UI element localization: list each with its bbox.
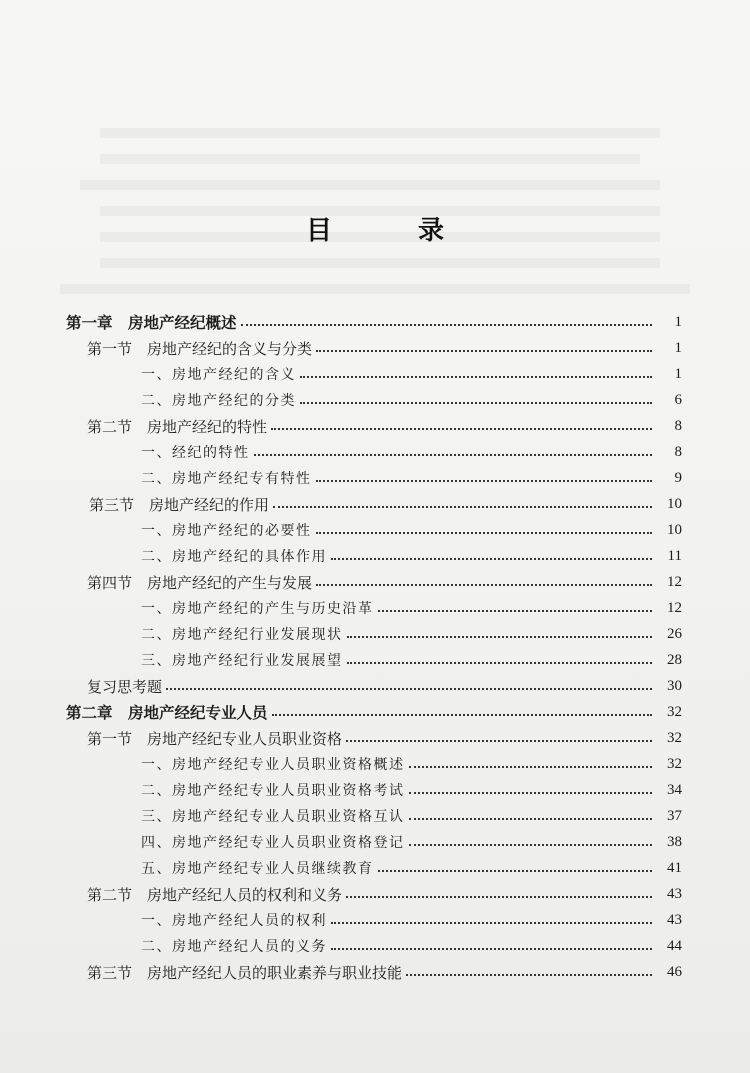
toc-entry-title: 五、房地产经纪专业人员继续教育 [141, 861, 374, 877]
dot-leader [346, 896, 652, 898]
toc-page-number: 44 [667, 937, 682, 954]
dot-leader [316, 532, 653, 534]
toc-item[interactable] [0, 621, 750, 647]
toc-section[interactable] [0, 725, 750, 751]
dot-leader [300, 402, 652, 404]
dot-leader [272, 714, 652, 716]
dot-leader [316, 480, 653, 482]
dot-leader [316, 584, 652, 586]
toc-section[interactable] [0, 491, 750, 517]
toc-item[interactable] [0, 907, 750, 933]
dot-leader [241, 324, 652, 326]
toc-page-number: 8 [674, 443, 682, 460]
dot-leader [300, 376, 652, 378]
toc-page-number: 1 [674, 339, 682, 356]
toc-entry-title: 第二章 房地产经纪专业人员 [66, 703, 268, 722]
dot-leader [273, 506, 652, 508]
page-title: 目 录 [305, 216, 474, 246]
toc-chapter[interactable] [0, 699, 750, 725]
toc-page-number: 8 [674, 417, 682, 434]
toc-page-number: 32 [667, 729, 682, 746]
toc-entry-title: 二、房地产经纪行业发展现状 [141, 627, 343, 643]
toc-entry-title: 第四节 房地产经纪的产生与发展 [87, 573, 313, 592]
toc-section[interactable] [0, 413, 750, 439]
toc-entry-title: 一、房地产经纪的产生与历史沿革 [141, 601, 374, 617]
toc-item[interactable] [0, 465, 750, 491]
toc-review-questions[interactable] [0, 673, 750, 699]
toc-entry-title: 第一节 房地产经纪的含义与分类 [87, 339, 313, 358]
dot-leader [254, 454, 653, 456]
toc-item[interactable] [0, 751, 750, 777]
toc-item[interactable] [0, 595, 750, 621]
toc-entry-title: 第三节 房地产经纪人员的职业素养与职业技能 [87, 963, 403, 982]
toc-page-number: 34 [667, 781, 682, 798]
toc-page-number: 9 [674, 469, 682, 486]
dot-leader [409, 766, 653, 768]
toc-entry-title: 第一章 房地产经纪概述 [66, 313, 237, 332]
dot-leader [316, 350, 652, 352]
toc-section[interactable] [0, 569, 750, 595]
toc-entry-title: 一、房地产经纪的必要性 [141, 523, 312, 539]
toc-page-number: 10 [667, 495, 682, 512]
dot-leader [378, 870, 653, 872]
toc-page-number: 43 [667, 885, 682, 902]
toc-item[interactable] [0, 361, 750, 387]
toc-entry-title: 一、房地产经纪的含义 [141, 367, 296, 383]
dot-leader [409, 818, 653, 820]
toc-page-number: 1 [674, 313, 682, 330]
dot-leader [409, 792, 653, 794]
toc-entry-title: 一、房地产经纪人员的权利 [141, 913, 327, 929]
toc-item[interactable] [0, 439, 750, 465]
toc-item[interactable] [0, 803, 750, 829]
toc-entry-title: 二、房地产经纪的分类 [141, 393, 296, 409]
toc-entry-title: 一、房地产经纪专业人员职业资格概述 [141, 757, 405, 773]
toc-item[interactable] [0, 829, 750, 855]
toc-page-number: 37 [667, 807, 682, 824]
toc-entry-title: 第二节 房地产经纪的特性 [87, 417, 268, 436]
toc-page-number: 28 [667, 651, 682, 668]
toc-item[interactable] [0, 543, 750, 569]
dot-leader [166, 688, 652, 690]
toc-page-number: 12 [667, 573, 682, 590]
dot-leader [271, 428, 652, 430]
toc-item[interactable] [0, 517, 750, 543]
dot-leader [347, 636, 653, 638]
toc-section[interactable] [0, 959, 750, 985]
toc-page-number: 6 [674, 391, 682, 408]
toc-page-number: 43 [667, 911, 682, 928]
toc-entry-title: 三、房地产经纪行业发展展望 [141, 653, 343, 669]
dot-leader [378, 610, 653, 612]
toc-item[interactable] [0, 777, 750, 803]
dot-leader [406, 974, 652, 976]
dot-leader [346, 740, 652, 742]
toc-item[interactable] [0, 647, 750, 673]
toc-section[interactable] [0, 335, 750, 361]
toc-entry-title: 一、经纪的特性 [141, 445, 250, 461]
toc-entry-title: 四、房地产经纪专业人员职业资格登记 [141, 835, 405, 851]
toc-item[interactable] [0, 855, 750, 881]
toc-page-number: 41 [667, 859, 682, 876]
toc-page-number: 32 [667, 703, 682, 720]
toc-entry-title: 三、房地产经纪专业人员职业资格互认 [141, 809, 405, 825]
toc-page-number: 10 [667, 521, 682, 538]
toc-page-number: 11 [667, 547, 682, 564]
toc-entry-title: 二、房地产经纪专有特性 [141, 471, 312, 487]
toc-page-number: 32 [667, 755, 682, 772]
dot-leader [331, 558, 652, 560]
dot-leader [331, 922, 652, 924]
toc-page-number: 46 [667, 963, 682, 980]
dot-leader [347, 662, 653, 664]
dot-leader [331, 948, 652, 950]
toc-entry-title: 复习思考题 [87, 677, 163, 696]
toc-entry-title: 第三节 房地产经纪的作用 [89, 495, 270, 514]
toc-chapter[interactable] [0, 309, 750, 335]
toc-item[interactable] [0, 933, 750, 959]
dot-leader [409, 844, 653, 846]
toc-item[interactable] [0, 387, 750, 413]
toc-entry-title: 二、房地产经纪的具体作用 [141, 549, 327, 565]
toc-section[interactable] [0, 881, 750, 907]
toc-page-number: 38 [667, 833, 682, 850]
toc-page-number: 30 [667, 677, 682, 694]
toc-entry-title: 第二节 房地产经纪人员的权利和义务 [87, 885, 343, 904]
toc-entry-title: 二、房地产经纪专业人员职业资格考试 [141, 783, 405, 799]
toc-page-number: 12 [667, 599, 682, 616]
toc-page-number: 1 [674, 365, 682, 382]
toc-entry-title: 第一节 房地产经纪专业人员职业资格 [87, 729, 343, 748]
toc-page-number: 26 [667, 625, 682, 642]
toc-entry-title: 二、房地产经纪人员的义务 [141, 939, 327, 955]
